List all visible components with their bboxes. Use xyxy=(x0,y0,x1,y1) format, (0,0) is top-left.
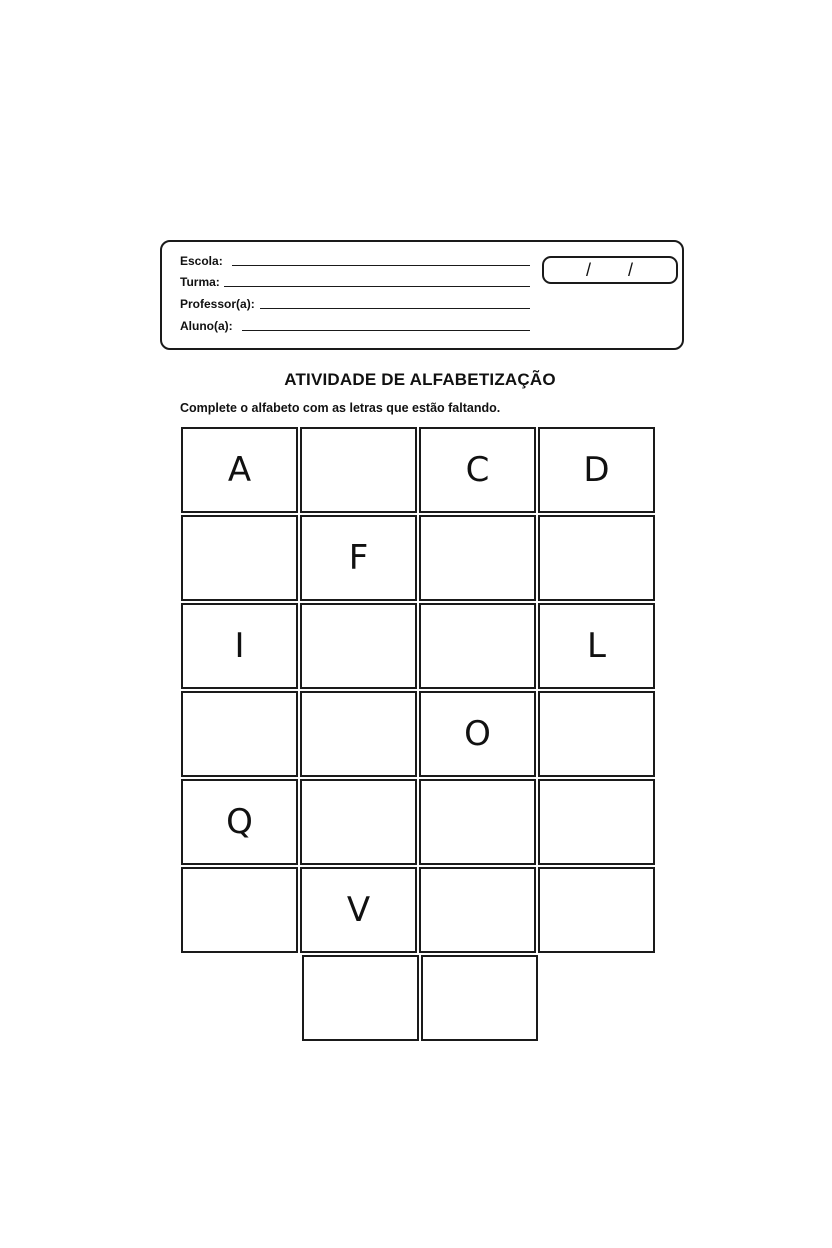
letter-cell: F xyxy=(300,515,417,601)
letter-cell: I xyxy=(181,603,298,689)
letter-cell: O xyxy=(419,691,536,777)
class-line[interactable] xyxy=(224,286,530,287)
empty-letter-cell[interactable] xyxy=(302,955,419,1041)
empty-letter-cell[interactable] xyxy=(181,515,298,601)
student-label: Aluno(a): xyxy=(180,319,233,333)
empty-letter-cell[interactable] xyxy=(181,691,298,777)
school-label: Escola: xyxy=(180,254,223,268)
date-separator-1: / xyxy=(586,260,592,280)
instruction-text: Complete o alfabeto com as letras que estão faltando. xyxy=(180,401,501,415)
letter-cell: V xyxy=(300,867,417,953)
header-box xyxy=(160,240,684,350)
date-box[interactable] xyxy=(542,256,678,284)
letter-cell: Q xyxy=(181,779,298,865)
empty-letter-cell[interactable] xyxy=(419,515,536,601)
empty-letter-cell[interactable] xyxy=(538,779,655,865)
date-separator-2: / xyxy=(628,260,634,280)
empty-letter-cell[interactable] xyxy=(538,691,655,777)
class-label: Turma: xyxy=(180,275,220,289)
empty-letter-cell[interactable] xyxy=(300,427,417,513)
class-field[interactable] xyxy=(180,273,530,291)
empty-letter-cell[interactable] xyxy=(181,867,298,953)
letter-cell: D xyxy=(538,427,655,513)
student-line[interactable] xyxy=(242,330,530,331)
teacher-field[interactable] xyxy=(180,295,530,313)
empty-letter-cell[interactable] xyxy=(419,779,536,865)
empty-letter-cell[interactable] xyxy=(421,955,538,1041)
empty-letter-cell[interactable] xyxy=(300,691,417,777)
letter-cell: A xyxy=(181,427,298,513)
empty-letter-cell[interactable] xyxy=(419,867,536,953)
student-field[interactable] xyxy=(180,317,530,335)
school-field[interactable] xyxy=(180,252,530,270)
empty-letter-cell[interactable] xyxy=(538,867,655,953)
empty-letter-cell[interactable] xyxy=(300,779,417,865)
letter-cell: L xyxy=(538,603,655,689)
teacher-line[interactable] xyxy=(260,308,530,309)
school-line[interactable] xyxy=(232,265,530,266)
teacher-label: Professor(a): xyxy=(180,297,255,311)
letter-cell: C xyxy=(419,427,536,513)
empty-letter-cell[interactable] xyxy=(300,603,417,689)
empty-letter-cell[interactable] xyxy=(419,603,536,689)
page-title: ATIVIDADE DE ALFABETIZAÇÃO xyxy=(284,370,556,389)
empty-letter-cell[interactable] xyxy=(538,515,655,601)
